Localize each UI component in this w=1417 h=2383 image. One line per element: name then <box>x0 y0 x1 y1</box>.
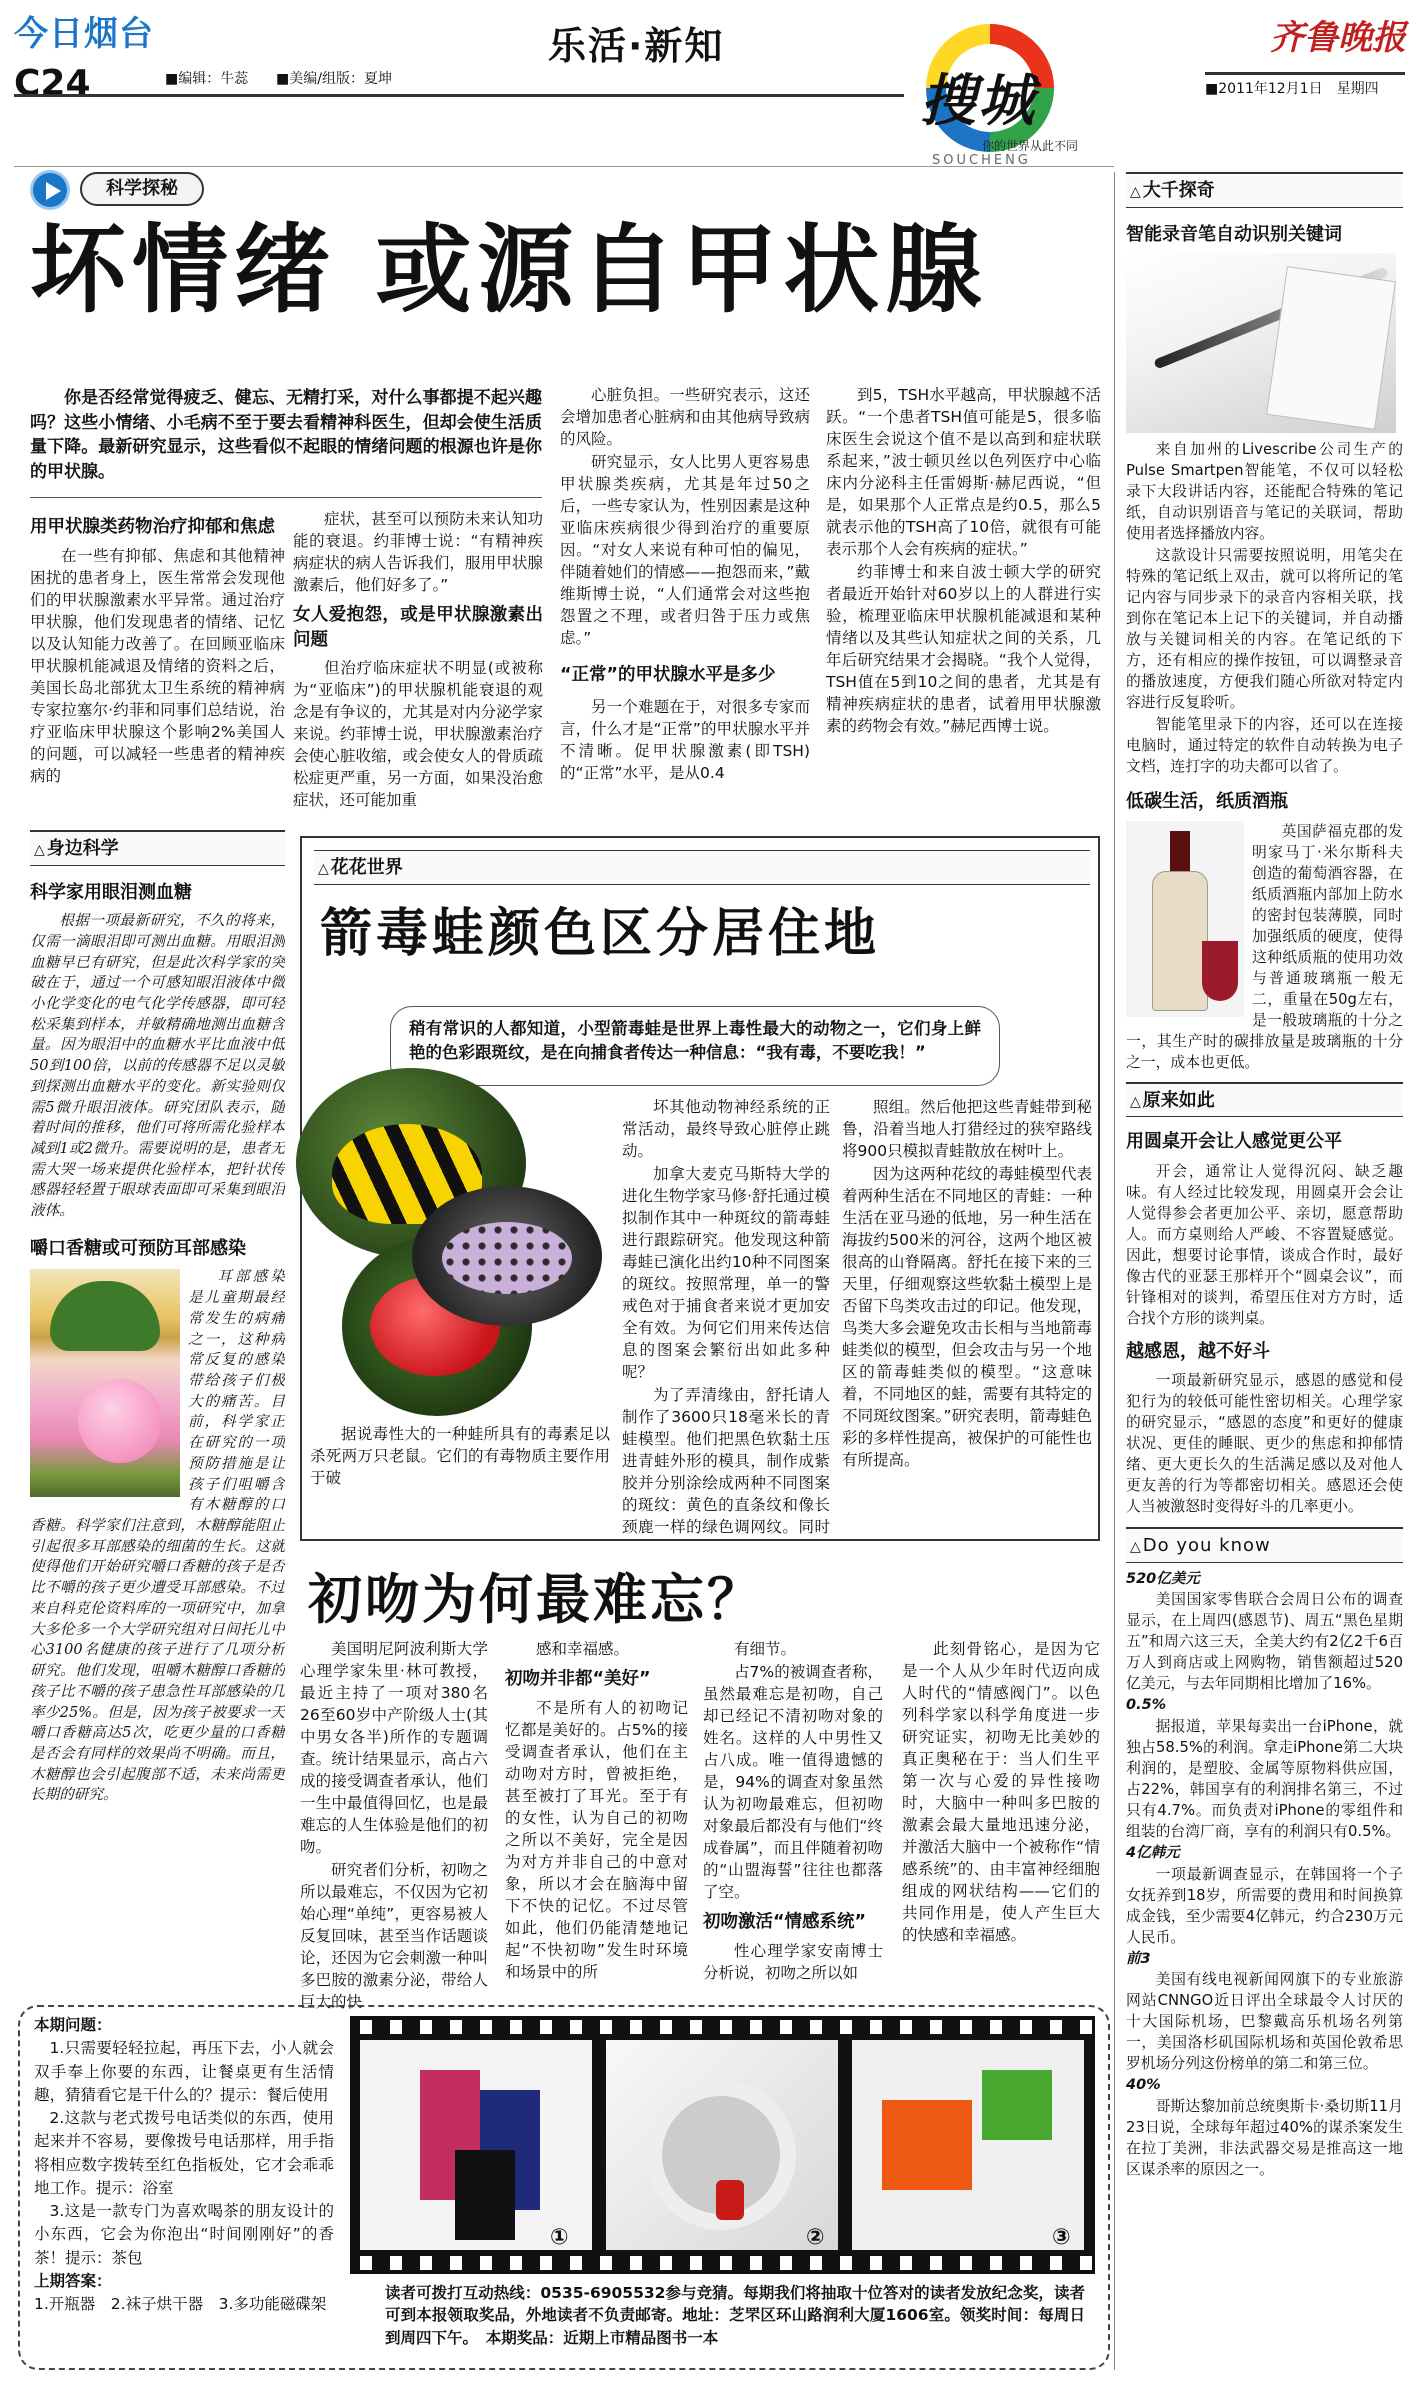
main-col-1-text: 在一些有抑郁、焦虑和其他精神困扰的患者身上，医生常常会发现他们的甲状腺激素水平异常。通过治疗甲状腺，他们发现患者的情绪、记忆以及认知能力改善了。在回顾亚临床甲状腺机能减退及情绪的资料之后，美国长岛北部犹太卫生系统的精神病专家拉塞尔·约菲和同事们总结说，治疗亚临床甲状腺这个影响2%美国人的问题，可以减轻一些患者的精神疾病的 <box>30 546 285 785</box>
kiss-col-2 <box>505 1638 688 2010</box>
quiz-footer-text: 读者可拨打互动热线：0535-6905532参与竞猜。每期我们将抽取十位答对的读者发放纪念奖，读者可到本报领取奖品，外地读者不负责邮寄。地址：芝罘区环山路润利大厦1606室。领奖时间：每周日到周四下午。 本期奖品：近期上市精品图书一本 <box>385 2284 1085 2347</box>
tag-do-you-know: △ Do you know <box>1126 1527 1403 1563</box>
quiz-footer <box>385 2282 1085 2354</box>
kiss-col-1b-text: 研究者们分析，初吻之所以最难忘，不仅因为它初始心理“单纯”，更容易被人反复回味，甚至当作话题谈论，还因为它会刺激一种叫多巴胺的激素分泌，带给人巨大的快 <box>300 1861 488 2010</box>
main-col-4a-text: 到5，TSH水平越高，甲状腺越不活跃。“一个患者TSH值可能是5，很多临床医生会说这个值不是以高到和症状联系起来，”波士顿贝丝以色列医疗中心临床内分泌科主任雷姆斯·赫尼西说，“但是，如果那个人正常点是约0.5，那么5就表示他的TSH高了10倍，就很有可能表示那个人会有疾病的症状。” <box>826 386 1101 558</box>
main-col-4b-text: 约菲博士和来自波士顿大学的研究者最近开始针对60岁以上的人群进行实验，梳理亚临床甲状腺机能减退和某种情绪以及其些认知症状之间的关系，几年后研究结果才会揭晓。“我个人觉得，TSH值在5到10之间的患者，尤其是有精神疾病症状的患者，试着用甲状腺激素的药物会有效。”赫尼西博士说。 <box>826 563 1101 735</box>
main-col-3 <box>560 384 810 818</box>
main-col-3b-text: 研究显示，女人比男人更容易患甲状腺类疾病，尤其是年过50之后，一些专家认为，性别因素是这种亚临床疾病很少得到治疗的重要原因。“对女人来说有种可怕的偏见，伴随着她们的情感——抱怨而来，”戴维斯博士说，“人们通常会对这些抱怨置之不理，或者归咎于压力或焦虑。” <box>560 453 810 647</box>
tag-so-it-is-label: 原来如此 <box>1142 1089 1215 1111</box>
fact-3-figure: 4亿韩元 <box>1126 1844 1180 1861</box>
title-gum-ear: 嚼口香糖或可预防耳部感染 <box>30 1237 246 1259</box>
title-round-table: 用圆桌开会让人感觉更公平 <box>1126 1131 1342 1153</box>
kiss-col-1 <box>300 1638 488 2010</box>
main-col-1 <box>30 508 285 818</box>
frog-col-a <box>310 1423 610 1533</box>
smartpen-text-3: 智能笔里录下的内容，还可以在连接电脑时，通过特定的软件自动转换为电子文档，连打字的功夫都可以省了。 <box>1126 716 1403 776</box>
round-table-text: 开会，通常让人觉得沉闷、缺乏趣味。有人经过比较发现，用圆桌开会会让人觉得参会者更加公平、亲切，愿意帮助人。而方桌则给人严峻、不容置疑感觉。因此，想要讨论事情，谈成合作时，最好像古代的亚瑟王那样开个“圆桌会议”，而针锋相对的谈判，希望压住对方方时，适合找个方形的谈判桌。 <box>1126 1162 1403 1327</box>
fact-3-text: 一项最新调查显示，在韩国将一个子女抚养到18岁，所需要的费用和时间换算成金钱，至少需要4亿韩元，约合230万元人民币。 <box>1126 1865 1403 1946</box>
kiss-col-2a-text: 感和幸福感。 <box>536 1640 630 1658</box>
frog-photo-spotted <box>412 1186 602 1326</box>
quiz-photo-1 <box>360 2040 592 2250</box>
paper-bottle-text: 英国萨福克郡的发明家马丁·米尔斯科夫创造的葡萄酒容器，在纸质酒瓶内部加上防水的密封包装薄膜，同时加强纸质的硬度，使得这种纸质瓶的使用功效与普通玻璃瓶一般无二，重量在50g左右，是一般玻璃瓶的十分之一，其生产时的碳排放量是玻璃瓶的十分之一，成本也更低。 <box>1126 822 1403 1071</box>
editor-credit: ■编辑：牛蕊 <box>165 71 249 87</box>
frog-article-box <box>300 836 1100 1541</box>
quiz-q3: 3.这是一款专门为喜欢喝茶的朋友设计的小东西，它会为你泡出“时间刚刚好”的香茶！提示：茶包 <box>34 2202 334 2267</box>
quiz-photo-3 <box>852 2040 1084 2250</box>
kiss-col-3c-text: 性心理学家安南博士分析说，初吻之所以如 <box>703 1941 883 1982</box>
fact-5-text: 哥斯达黎加前总统奥斯卡·桑切斯11月23日说，全球每年超过40%的谋杀案发生在拉丁美洲，非法武器交易是推高这一地区谋杀率的原因之一。 <box>1126 2097 1403 2178</box>
smartpen-text-2: 这款设计只需要按照说明，用笔尖在特殊的笔记纸上双击，就可以将所记的笔记内容与同步录下的录音内容相关联，找到你在笔记本上记下的关键词，并自动播放与关键词相关的内容。在笔记纸的下方，还有相应的操作按钮，可以调整录音的播放速度，方便我们随心所欲对特定内容进行反复聆听。 <box>1126 547 1403 712</box>
play-icon <box>30 170 70 210</box>
kiss-col-3b-text: 占7%的被调查者称，虽然最难忘是初吻，自己却已经记不清初吻对象的姓名。这样的人中男性又占八成。唯一值得遗憾的是，94%的调查对象虽然认为初吻最难忘，但初吻对象最后都没有与他们“终成眷属”，而且伴随着初吻的“山盟海誓”往往也都落了空。 <box>703 1663 883 1901</box>
kiss-headline: 初吻为何最难忘？ <box>308 1568 764 1631</box>
quiz-photo-2-label: ② <box>806 2225 825 2250</box>
title-paper-bottle: 低碳生活，纸质酒瓶 <box>1126 791 1288 813</box>
frog-col-c1-text: 照组。然后他把这些青蛙带到秘鲁，沿着当地人打猎经过的狭窄路线将900只模拟青蛙散放在树叶上。 <box>842 1098 1092 1160</box>
right-column-rule <box>1114 172 1115 2370</box>
frog-col-b3-text: 为了弄清缘由，舒托请人制作了3600只18毫米长的青蛙模型。他们把黑色软黏土压进青蛙外形的模具，制作成紫胶并分别涂绘成两种不同图案的斑纹：黄色的直条纹和像长颈鹿一样的绿色调网纹。同时 <box>622 1386 830 1536</box>
subheading-women: 女人爱抱怨，或是甲状腺激素出问题 <box>293 605 543 650</box>
quiz-questions <box>34 2014 334 2359</box>
frog-lead-box <box>390 1006 1000 1086</box>
frog-col-b2-text: 加拿大麦克马斯特大学的进化生物学家马修·舒托通过模拟制作其中一种斑纹的箭毒蛙进行跟踪研究。他发现这种箭毒蛙已演化出约10种不同图案的斑纹。按照常理，单一的警戒色对于捕食者来说才更加安全有效。为何它们用来传达信息的图案会繁衍出如此多种呢？ <box>622 1165 830 1381</box>
main-headline: 坏情绪 或源自甲状腺 <box>30 214 988 326</box>
frog-col-c2-text: 因为这两种花纹的毒蛙模型代表着两种生活在不同地区的青蛙：一种生活在亚马逊的低地，另一种生活在海拔约500米的河谷，这两个地区被很高的山脊隔离。舒托在接下来的三天里，仔细观察这些软黏土模型上是否留下鸟类攻击过的印记。他发现，鸟类大多会避免攻击长相与当地箭毒蛙类似的模型，但会攻击与另一个地区的箭毒蛙类似的模型。“这意味着，不同地区的蛙，需要有其特定的不同斑纹图案。”研究表明，箭毒蛙色彩的多样性提高，被保护的可能性也有所提高。 <box>842 1165 1092 1469</box>
title-gratitude: 越感恩，越不好斗 <box>1126 1340 1270 1362</box>
header-bottom-rule <box>14 166 1114 167</box>
kiss-col-4-text: 此刻骨铭心，是因为它是一个人从少年时代迈向成人时代的“情感阀门”。以色列科学家以科学角度进一步研究证实，初吻无比美妙的真正奥秘在于：当人们生平第一次与心爱的异性接吻时，大脑中一种叫多巴胺的激素会最大量地迅速分泌，并激活大脑中一个被称作“情感系统”的、由丰富神经细胞组成的网状结构——它们的共同作用是，使人产生巨大的快感和幸福感。 <box>902 1640 1100 1944</box>
fact-1-figure: 520亿美元 <box>1126 1570 1200 1587</box>
subheading-not-beautiful: 初吻并非都“美好” <box>505 1669 651 1689</box>
fact-2-figure: 0.5% <box>1126 1697 1167 1714</box>
frog-lead: 稍有常识的人都知道，小型箭毒蛙是世界上毒性最大的动物之一，它们身上鲜艳的色彩跟斑纹，是在向捕食者传达一种信息：“我有毒，不要吃我！” <box>409 1019 981 1062</box>
issue-date: ■2011年12月1日 星期四 <box>1205 81 1379 97</box>
fact-2-text: 据报道，苹果每卖出一台iPhone，就独占58.5%的利润。拿走iPhone第二大块利润的，是塑胶、金属等原物料供应国，占22%，韩国享有的利润排名第三，不过只有4.7%。而负责对iPhone的零组件和组装的台湾厂商，享有的利润只有0.5%。 <box>1126 1717 1403 1840</box>
tag-flower-world-label: 花花世界 <box>330 857 403 878</box>
quiz-photo-2 <box>606 2040 838 2250</box>
right-column <box>1126 172 1403 2372</box>
tears-glucose-text: 根据一项最新研究，不久的将来，仅需一滴眼泪即可测出血糖。用眼泪测血糖早已有研究，但是此次科学家的突破在于，通过一个可感知眼泪液体中微小化学变化的电气化学传感器，即可轻松采集到样本，并敏精确地测出血糖含量。因为眼泪中的血糖水平比血液中低50到100倍，以前的传感器不足以灵敏到探测出血糖水平的变化。新实验则仅需5微升眼泪液体。研究团队表示，随着时间的推移，他们可将所需化验样本减到1或2微升。需要说明的是，患者无需大哭一场来提供化验样本，把针状传感器轻轻置于眼球表面即可采集到眼泪液体。 <box>30 912 285 1220</box>
subheading-thyroid-drug: 用甲状腺类药物治疗抑郁和焦虑 <box>30 517 275 537</box>
tag-wonders: △ 大千探奇 <box>1126 172 1403 208</box>
title-tears-glucose: 科学家用眼泪测血糖 <box>30 881 192 903</box>
paper-bottle-photo <box>1126 821 1244 1017</box>
kiss-col-3a-text: 有细节。 <box>734 1640 797 1658</box>
fact-4-figure: 前3 <box>1126 1950 1151 1967</box>
main-col-3c-text: 另一个难题在于，对很多专家而言，什么才是“正常”的甲状腺水平并不清晰。促甲状腺激素(即TSH)的“正常”水平，是从0.4 <box>560 697 810 782</box>
kiss-col-3 <box>703 1638 883 2010</box>
tag-so-it-is: △ 原来如此 <box>1126 1082 1403 1118</box>
kiss-col-1-text: 美国明尼阿波利斯大学心理学家朱里·林可教授，最近主持了一项对380名26至60岁中产阶级人士(其中男女各半)所作的专题调查。统计结果显示，高占六成的接受调查者承认，他们一生中最值得回忆，也是最难忘的人生体验是他们的初吻。 <box>300 1640 488 1856</box>
main-lead <box>30 386 542 486</box>
frog-col-b <box>622 1096 830 1536</box>
main-col-2a-text: 症状，甚至可以预防未来认知功能的衰退。约菲博士说：“有精神疾病症状的病人告诉我们，服用甲状腺激素后，他们好多了。” <box>293 510 543 594</box>
main-col-2 <box>293 508 543 818</box>
page-number: C24 <box>14 63 91 104</box>
lead-rule <box>30 497 542 498</box>
logo-text: 搜城 <box>920 69 1036 134</box>
quiz-photo-1-label: ① <box>550 2225 569 2250</box>
gum-ear-text: 耳部感染是儿童期最经常发生的病痛之一，这种病常反复的感染带给孩子们极大的痛苦。目前，科学家正在研究的一项预防措施是让孩子们咀嚼含有木糖醇的口香糖。科学家们注意到，木糖醇能阻止引起很多耳部感染的细菌的生长。这就使得他们开始研究嚼口香糖的孩子是否比不嚼的孩子更少遭受耳部感染。不过来自科克伦资料库的一项研究中，加拿大多伦多一个大学研究组对日间托儿中心3100名健康的孩子进行了几项分析研究。他们发现，咀嚼木糖醇口香糖的孩子比不嚼的孩子患急性耳部感染的几率少25%。但是，因为孩子被要求一天嚼口香糖高达5次，吃更少量的口香糖是否会有同样的效果尚不明确。而且，木糖醇也会引起腹部不适，未来尚需更长期的研究。 <box>30 1268 285 1804</box>
designer-credit: ■美编/组版：夏坤 <box>276 71 392 87</box>
kiss-col-2b-text: 不是所有人的初吻记忆都是美好的。占5%的接受调查者承认，他们在主动吻对方时，曾被拒绝，甚至被打了耳光。至于有的女性，认为自己的初吻之所以不美好，完全是因为对方并非自己的中意对象，所以才会在脑海中留下不快的记忆。不过尽管如此，他们仍能清楚地记起“不快初吻”发生时环境和场景中的所 <box>505 1698 688 1981</box>
quiz-q1: 1.只需要轻轻拉起，再压下去，小人就会双手奉上你要的东西，让餐桌更有生活情趣，猜猜看它是干什么的？提示：餐后使用 <box>34 2039 334 2104</box>
quiz-q2: 2.这款与老式拨号电话类似的东西，使用起来并不容易，要像拨号电话那样，用手指将相应数字拨转至红色指板处，它才会乖乖地工作。提示：浴室 <box>34 2109 334 2197</box>
tag-wonders-label: 大千探奇 <box>1142 180 1215 201</box>
logo-slogan: 你的世界从此不同 <box>982 139 1079 153</box>
tag-flower-world: △ 花花世界 <box>314 850 1090 885</box>
gratitude-text: 一项最新研究显示，感恩的感觉和侵犯行为的较低可能性密切相关。心理学家的研究显示，“感恩的态度”和更好的健康状况、更佳的睡眠、更少的焦虑和抑郁情绪、更大更长久的生活满足感以及对他人更友善的行为等都密切相关。感恩还会使人当被激怒时变得好斗的几率更小。 <box>1126 1372 1403 1516</box>
main-lead-text: 你是否经常觉得疲乏、健忘、无精打采，对什么事都提不起兴趣吗？这些小情绪、小毛病不至于要去看精神科医生，但却会使生活质量下降。最新研究显示，这些看似不起眼的情绪问题的根源也许是你的甲状腺。 <box>30 388 542 482</box>
logo-en: SOUCHENG <box>932 153 1031 168</box>
header-rule-right <box>1205 72 1405 75</box>
section-name: 今日烟台 <box>14 14 154 54</box>
frog-headline: 箭毒蛙颜色区分居住地 <box>320 904 881 964</box>
quiz-photo-3-label: ③ <box>1052 2225 1071 2250</box>
paper-name: 齐鲁晚报 <box>1270 18 1406 58</box>
left-lower-column <box>30 830 285 2015</box>
answers-text: 1.开瓶器 2.袜子烘干器 3.多功能磁碟架 <box>34 2295 327 2313</box>
column-title: 乐活·新知 <box>548 24 725 68</box>
fact-5-figure: 40% <box>1126 2077 1161 2094</box>
tag-nearby-science: △ 身边科学 <box>30 830 285 866</box>
subheading-normal: “正常”的甲状腺水平是多少 <box>560 665 776 685</box>
section-badge: 科学探秘 <box>80 172 204 206</box>
smartpen-text-1: 来自加州的Livescribe公司生产的Pulse Smartpen智能笔，不仅可以轻松录下大段讲话内容，还能配合特殊的笔记纸，自动识别语音与笔记的关联词，帮助使用者选择播放内容。 <box>1126 441 1403 543</box>
tag-nearby-science-label: 身边科学 <box>46 838 119 859</box>
quiz-film-strip <box>350 2016 1095 2274</box>
title-smartpen: 智能录音笔自动识别关键词 <box>1126 223 1342 245</box>
fact-4-text: 美国有线电视新闻网旗下的专业旅游网站CNNGO近日评出全球最令人讨厌的十大国际机场，巴黎戴高乐机场名列第一，美国洛杉矶国际机场和英国伦敦希思罗机场分列这份榜单的第二和第三位。 <box>1126 1971 1403 2073</box>
tag-do-you-know-label: Do you know <box>1142 1535 1271 1557</box>
main-col-2b-text: 但治疗临床症状不明显(或被称为“亚临床”)的甲状腺机能衰退的观念是有争议的，尤其是对内分泌学家来说。约菲博士说，甲状腺激素治疗会使心脏收缩，或会使女人的骨质疏松症更严重，另一方面，如果没治愈症状，还可能加重 <box>293 659 543 809</box>
quiz-title: 本期问题： <box>34 2016 112 2034</box>
kiss-col-4 <box>902 1638 1100 2010</box>
fact-1-text: 美国国家零售联合会周日公布的调查显示，在上周四(感恩节)、周五“黑色星期五”和周六这三天，全美大约有2亿2千6百万人到商店或上网购物，销售额超过520亿美元，与去年同期相比增加了16%。 <box>1126 1591 1403 1693</box>
frog-col-b1-text: 坏其他动物神经系统的正常活动，最终导致心脏停止跳动。 <box>622 1098 830 1160</box>
main-col-4 <box>826 384 1101 818</box>
smartpen-photo <box>1126 253 1396 433</box>
main-col-3a-text: 心脏负担。一些研究表示，这还会增加患者心脏病和由其他病导致病的风险。 <box>560 386 810 448</box>
gum-photo <box>30 1269 180 1497</box>
frog-col-a-text: 据说毒性大的一种蛙所具有的毒素足以杀死两万只老鼠。它们的有毒物质主要作用于破 <box>310 1425 610 1487</box>
subheading-emotion-system: 初吻激活“情感系统” <box>703 1912 867 1932</box>
frog-col-c <box>842 1096 1092 1536</box>
answers-title: 上期答案： <box>34 2271 112 2290</box>
header-rule <box>14 94 904 97</box>
